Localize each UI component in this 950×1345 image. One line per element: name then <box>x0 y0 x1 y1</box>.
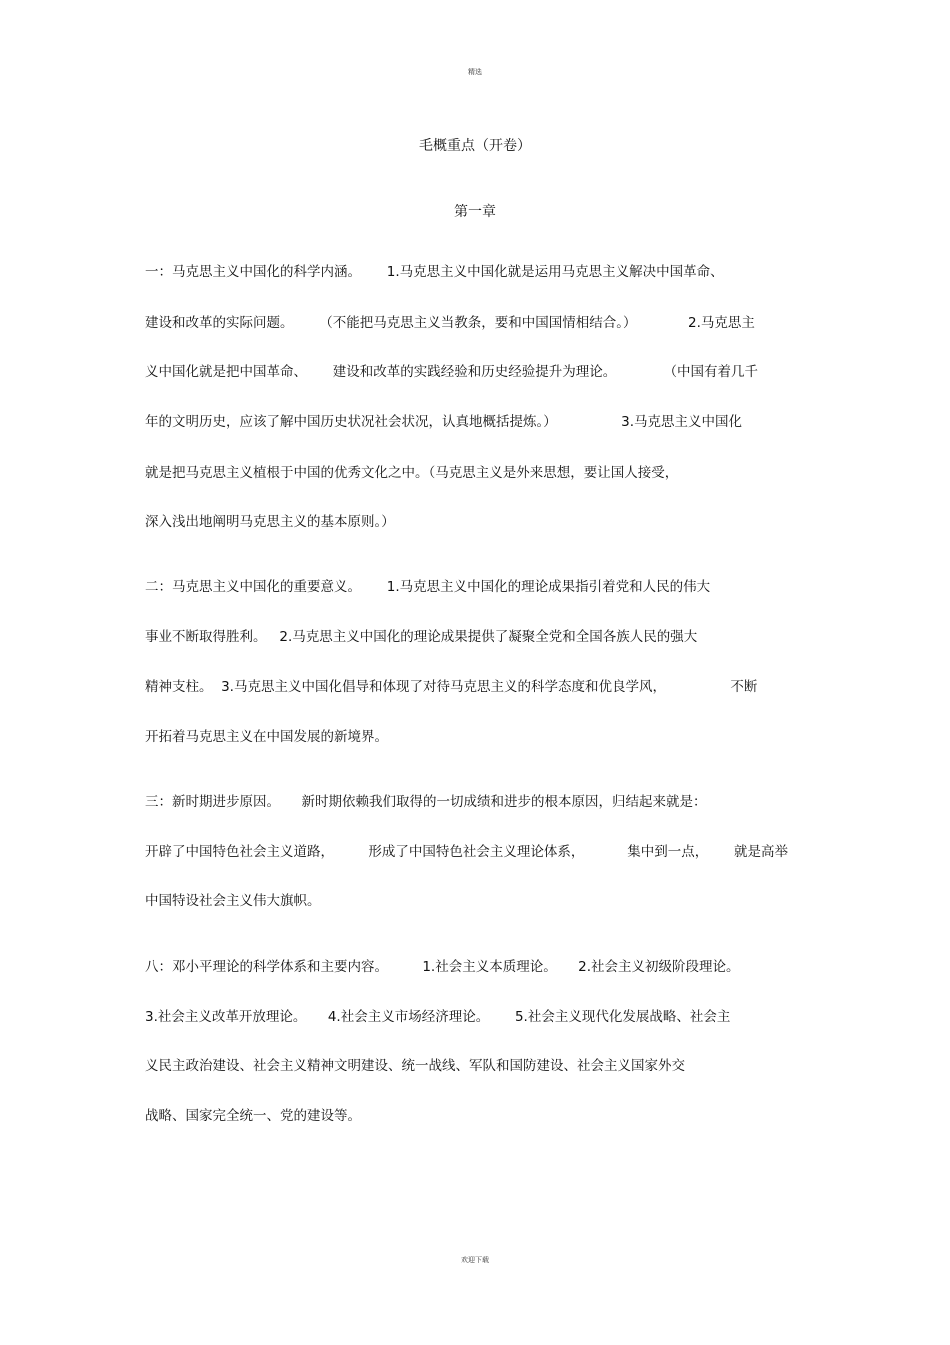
paragraph-line: 3.社会主义改革开放理论。 4.社会主义市场经济理论。 5.社会主义现代化发展战略、社会主 <box>145 1009 731 1025</box>
paragraph-line: 事业不断取得胜利。 2.马克思主义中国化的理论成果提供了凝聚全党和全国各族人民的强大 <box>145 629 698 645</box>
paragraph-line: 就是把马克思主义植根于中国的优秀文化之中。（马克思主义是外来思想，要让国人接受， <box>145 465 679 481</box>
footer-mark: 欢迎下载 <box>461 1256 489 1264</box>
chapter-title: 第一章 <box>454 204 496 220</box>
paragraph-line: 八：邓小平理论的科学体系和主要内容。 1.社会主义本质理论。 2.社会主义初级阶段理论。 <box>145 959 740 975</box>
paragraph-line: 深入浅出地阐明马克思主义的基本原则。） <box>145 514 395 530</box>
paragraph-line: 建设和改革的实际问题。 （不能把马克思主义当教条，要和中国国情相结合。） 2.马克思主 <box>145 315 755 331</box>
paragraph-line: 开拓着马克思主义在中国发展的新境界。 <box>145 729 388 745</box>
header-mark: 精选 <box>468 68 482 76</box>
page-title: 毛概重点（开卷） <box>419 138 531 154</box>
paragraph-line: 年的文明历史，应该了解中国历史状况社会状况，认真地概括提炼。） 3.马克思主义中国化 <box>145 414 742 430</box>
paragraph-line: 义民主政治建设、社会主义精神文明建设、统一战线、军队和国防建设、社会主义国家外交 <box>145 1058 685 1074</box>
paragraph-line: 一：马克思主义中国化的科学内涵。 1.马克思主义中国化就是运用马克思主义解决中国革命、 <box>145 264 724 280</box>
paragraph-line: 战略、国家完全统一、党的建设等。 <box>145 1108 361 1124</box>
paragraph-line: 中国特设社会主义伟大旗帜。 <box>145 893 321 909</box>
paragraph-line: 二：马克思主义中国化的重要意义。 1.马克思主义中国化的理论成果指引着党和人民的伟大 <box>145 579 711 595</box>
paragraph-line: 开辟了中国特色社会主义道路， 形成了中国特色社会主义理论体系， 集中到一点， 就是高举 <box>145 844 788 860</box>
paragraph-line: 三：新时期进步原因。 新时期依赖我们取得的一切成绩和进步的根本原因，归结起来就是： <box>145 794 707 810</box>
paragraph-line: 精神支柱。 3.马克思主义中国化倡导和体现了对待马克思主义的科学态度和优良学风， 不断 <box>145 679 758 695</box>
paragraph-line: 义中国化就是把中国革命、 建设和改革的实践经验和历史经验提升为理论。 （中国有着几千 <box>145 364 758 380</box>
